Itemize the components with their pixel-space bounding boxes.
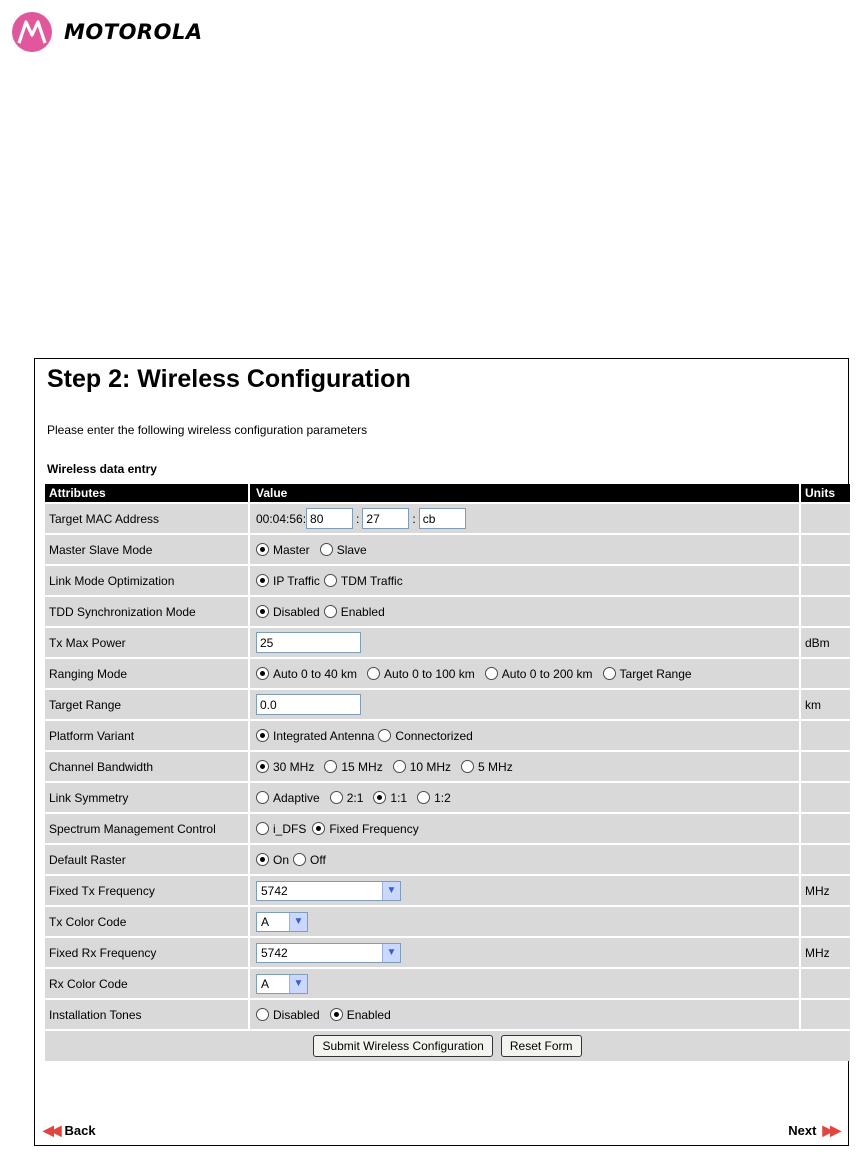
row-value (250, 907, 799, 936)
row-value (250, 969, 799, 998)
tx-color-code-select[interactable] (256, 912, 308, 932)
row-value (250, 566, 799, 595)
radio-connectorized[interactable] (378, 729, 472, 743)
mac-octet-2-input[interactable] (362, 508, 409, 529)
row-units (801, 1000, 850, 1029)
row-value (250, 876, 799, 905)
select-value: 5742 (261, 945, 288, 960)
chevron-down-icon[interactable]: ▼ (382, 882, 400, 900)
row-master-slave (45, 535, 850, 566)
brand-name: MOTOROLA (64, 20, 203, 44)
row-platform-variant (45, 721, 850, 752)
radio-label: Auto 0 to 100 km (384, 666, 475, 681)
header-attributes: Attributes (45, 484, 248, 502)
row-units (801, 969, 850, 998)
radio-integrated-antenna[interactable] (256, 729, 374, 743)
radio-label: Adaptive (273, 790, 320, 805)
radio-button[interactable] (256, 760, 269, 773)
radio-button[interactable] (324, 605, 337, 618)
row-spectrum-management (45, 814, 850, 845)
submit-wireless-configuration-button[interactable]: Submit Wireless Configuration (313, 1035, 492, 1057)
radio-10mhz[interactable] (393, 760, 451, 774)
row-units: MHz (801, 876, 850, 905)
row-label: Channel Bandwidth (45, 752, 248, 781)
row-units: MHz (801, 938, 850, 967)
radio-button[interactable] (256, 853, 269, 866)
radio-button[interactable] (378, 729, 391, 742)
radio-tdd-enabled[interactable] (324, 605, 385, 619)
row-ranging-mode (45, 659, 850, 690)
row-link-mode (45, 566, 850, 597)
row-units (801, 907, 850, 936)
radio-label: 10 MHz (409, 759, 452, 774)
radio-1to1[interactable] (373, 791, 407, 805)
row-units (801, 845, 850, 874)
next-link[interactable] (788, 1122, 838, 1139)
row-value (250, 845, 799, 874)
page-title: Step 2: Wireless Configuration (47, 365, 411, 393)
row-label: Link Mode Optimization (45, 566, 248, 595)
radio-2to1[interactable] (330, 791, 364, 805)
row-value (250, 752, 799, 781)
radio-idfs[interactable] (256, 822, 306, 836)
back-link[interactable] (43, 1122, 96, 1139)
row-label: Installation Tones (45, 1000, 248, 1029)
row-label: Ranging Mode (45, 659, 248, 688)
row-value (250, 1000, 799, 1029)
row-value (250, 659, 799, 688)
radio-30mhz[interactable] (256, 760, 314, 774)
radio-label: Target Range (619, 666, 692, 681)
header-value: Value (250, 484, 799, 502)
radio-label: Disabled (273, 604, 320, 619)
row-units: dBm (801, 628, 850, 657)
radio-adaptive[interactable] (256, 791, 320, 805)
radio-label: i_DFS (273, 821, 307, 836)
back-label[interactable]: Back (64, 1123, 96, 1138)
rx-color-code-select[interactable] (256, 974, 308, 994)
tx-max-power-input[interactable] (256, 632, 361, 653)
table-header (45, 484, 850, 504)
radio-label: 30 MHz (273, 759, 315, 774)
radio-button[interactable] (417, 791, 430, 804)
mac-prefix: 00:04:56: (256, 511, 307, 526)
radio-label: 1:1 (390, 790, 408, 805)
radio-button[interactable] (393, 760, 406, 773)
radio-master[interactable] (256, 543, 310, 557)
radio-label: Master (273, 542, 310, 557)
radio-button[interactable] (320, 543, 333, 556)
brand-header (12, 10, 203, 54)
radio-button[interactable] (256, 667, 269, 680)
radio-button[interactable] (256, 543, 269, 556)
row-value (250, 814, 799, 843)
wireless-config-table (45, 484, 850, 1061)
radio-label: Connectorized (395, 728, 473, 743)
row-tdd-sync (45, 597, 850, 628)
row-value (250, 721, 799, 750)
radio-label: Auto 0 to 200 km (501, 666, 593, 681)
radio-label: Enabled (346, 1007, 391, 1022)
double-right-arrow-icon[interactable]: ▶▶ (822, 1122, 838, 1138)
row-default-raster (45, 845, 850, 876)
radio-label: Auto 0 to 40 km (273, 666, 358, 681)
row-label: Link Symmetry (45, 783, 248, 812)
radio-button[interactable] (461, 760, 474, 773)
radio-fixed-frequency[interactable] (312, 822, 418, 836)
row-label: Target Range (45, 690, 248, 719)
radio-label: Slave (336, 542, 367, 557)
radio-label: 15 MHz (341, 759, 383, 774)
radio-label: TDM Traffic (340, 573, 403, 588)
row-units (801, 783, 850, 812)
intro-text: Please enter the following wireless configuration parameters (47, 423, 368, 437)
radio-label: On (273, 852, 290, 867)
row-label: Fixed Tx Frequency (45, 876, 248, 905)
row-units (801, 504, 850, 533)
radio-button[interactable] (312, 822, 325, 835)
radio-tdd-disabled[interactable] (256, 605, 320, 619)
radio-button[interactable] (256, 574, 269, 587)
row-rx-color-code (45, 969, 850, 1000)
double-left-arrow-icon[interactable]: ◀◀ (43, 1122, 59, 1138)
radio-button[interactable] (367, 667, 380, 680)
chevron-down-icon[interactable]: ▼ (289, 975, 307, 993)
row-value (250, 504, 799, 533)
radio-button[interactable] (293, 853, 306, 866)
row-label: Rx Color Code (45, 969, 248, 998)
radio-label: Off (310, 852, 326, 867)
radio-label: 1:2 (434, 790, 451, 805)
radio-label: Integrated Antenna (273, 728, 375, 743)
radio-button[interactable] (603, 667, 616, 680)
radio-target-range[interactable] (603, 667, 692, 681)
row-units (801, 535, 850, 564)
radio-button[interactable] (256, 1008, 269, 1021)
row-fixed-tx-frequency (45, 876, 850, 907)
fixed-rx-frequency-select[interactable] (256, 943, 401, 963)
radio-button[interactable] (256, 605, 269, 618)
radio-button[interactable] (330, 1008, 343, 1021)
row-value (250, 628, 799, 657)
radio-label: Enabled (340, 604, 385, 619)
radio-button[interactable] (485, 667, 498, 680)
radio-auto-200[interactable] (485, 667, 593, 681)
select-value: A (261, 914, 270, 929)
row-value (250, 597, 799, 626)
row-value (250, 783, 799, 812)
row-units (801, 659, 850, 688)
row-units (801, 814, 850, 843)
header-units: Units (801, 484, 850, 502)
row-value (250, 690, 799, 719)
radio-auto-100[interactable] (367, 667, 475, 681)
row-units (801, 566, 850, 595)
radio-slave[interactable] (320, 543, 367, 557)
chevron-down-icon[interactable]: ▼ (289, 913, 307, 931)
fixed-tx-frequency-select[interactable] (256, 881, 401, 901)
row-link-symmetry (45, 783, 850, 814)
row-value (250, 938, 799, 967)
row-fixed-rx-frequency (45, 938, 850, 969)
radio-tones-disabled[interactable] (256, 1008, 320, 1022)
row-units (801, 721, 850, 750)
row-units: km (801, 690, 850, 719)
radio-button[interactable] (256, 729, 269, 742)
row-target-mac (45, 504, 850, 535)
row-label: Platform Variant (45, 721, 248, 750)
form-buttons (45, 1031, 850, 1061)
row-units (801, 597, 850, 626)
row-label: Tx Color Code (45, 907, 248, 936)
row-tx-max-power (45, 628, 850, 659)
mac-octet-1-input[interactable] (306, 508, 353, 529)
radio-label: 5 MHz (478, 759, 513, 774)
row-label: Master Slave Mode (45, 535, 248, 564)
radio-tones-enabled[interactable] (330, 1008, 391, 1022)
mac-octet-3-input[interactable] (419, 508, 466, 529)
row-label: Default Raster (45, 845, 248, 874)
row-tx-color-code (45, 907, 850, 938)
radio-raster-off[interactable] (293, 853, 326, 867)
radio-auto-40[interactable] (256, 667, 357, 681)
radio-button[interactable] (373, 791, 386, 804)
radio-5mhz[interactable] (461, 760, 513, 774)
row-target-range (45, 690, 850, 721)
row-label: Fixed Rx Frequency (45, 938, 248, 967)
radio-label: IP Traffic (273, 573, 320, 588)
row-label: TDD Synchronization Mode (45, 597, 248, 626)
radio-button[interactable] (256, 791, 269, 804)
radio-1to2[interactable] (417, 791, 451, 805)
mac-separator: : (412, 511, 416, 526)
radio-button[interactable] (324, 574, 337, 587)
radio-tdm-traffic[interactable] (324, 574, 403, 588)
radio-label: Fixed Frequency (329, 821, 419, 836)
row-channel-bandwidth (45, 752, 850, 783)
section-title: Wireless data entry (47, 462, 157, 476)
select-value: A (261, 976, 270, 991)
radio-label: 2:1 (346, 790, 364, 805)
radio-label: Disabled (273, 1007, 320, 1022)
select-value: 5742 (261, 883, 288, 898)
next-label[interactable]: Next (788, 1123, 817, 1138)
radio-button[interactable] (256, 822, 269, 835)
row-value (250, 535, 799, 564)
chevron-down-icon[interactable]: ▼ (382, 944, 400, 962)
radio-ip-traffic[interactable] (256, 574, 320, 588)
row-label: Spectrum Management Control (45, 814, 248, 843)
row-installation-tones (45, 1000, 850, 1031)
motorola-logo-icon (12, 12, 52, 52)
radio-button[interactable] (330, 791, 343, 804)
wizard-panel (34, 358, 849, 1146)
target-range-input[interactable] (256, 694, 361, 715)
mac-separator: : (356, 511, 360, 526)
row-label: Tx Max Power (45, 628, 248, 657)
reset-form-button[interactable]: Reset Form (501, 1035, 582, 1057)
radio-button[interactable] (324, 760, 337, 773)
row-units (801, 752, 850, 781)
row-label: Target MAC Address (45, 504, 248, 533)
radio-15mhz[interactable] (324, 760, 382, 774)
radio-raster-on[interactable] (256, 853, 289, 867)
